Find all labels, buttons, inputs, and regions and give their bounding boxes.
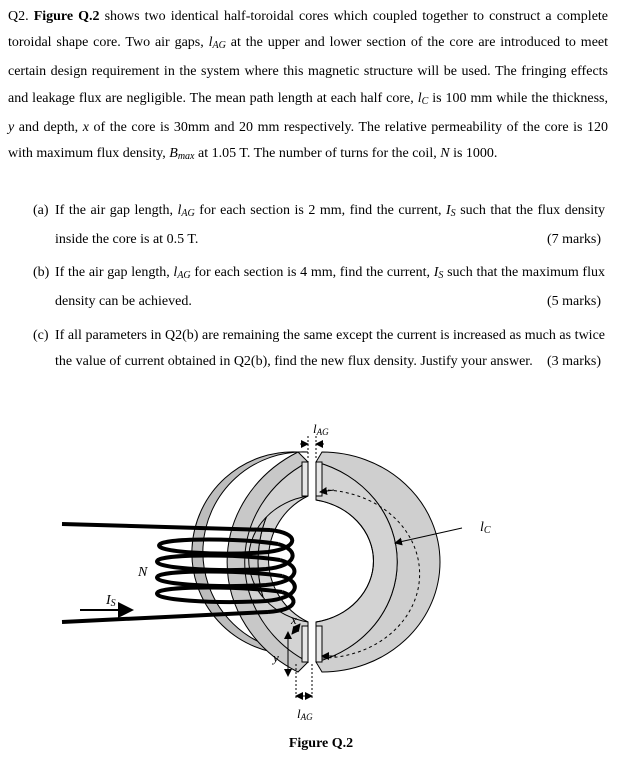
upper-gap-right-face [316, 462, 322, 496]
symbol-bmax: $B_{max}$ [169, 146, 195, 163]
upper-gap-left-face [302, 462, 308, 496]
part-c: (c) If all parameters in Q2(b) are remaining the same except the current is increased as much as twice the value of current obtained in Q2(b), find the new flux density. Justify your answer. (3 marks) [33, 323, 605, 375]
question-text: Q2. Figure Q.2 shows two identical half-toroidal cores which coupled together to construct a complete toroidal shape core. Two air gaps, $l_{AG}$ at the upper and lower section of the core are introduced to meet certain design requirement in the system where this magnetic structure will be used. The fringing effects and leakage flux are negligible. The mean path length at each half core, $l_C$ is 100 mm while the thickness, y and depth, x of the core is 30mm and 20 mm respectively. The relative permeability of the core is 120 with maximum flux density, $B_{max}$ at 1.05 T. The number of turns for the coil, N is 1000. [8, 9, 609, 163]
label-is: IS [106, 593, 116, 609]
lower-gap-left-face [302, 626, 308, 662]
label-lag-top: lAG [313, 421, 329, 437]
symbol-x: x [82, 119, 89, 135]
lower-gap-right-face [316, 626, 322, 662]
part-b-marks: (5 marks) [546, 294, 601, 310]
label-x: x [291, 612, 297, 627]
symbol-y: y [8, 119, 15, 135]
label-n: N [138, 565, 148, 580]
question-number: Q2. [8, 9, 29, 24]
part-c-marks: (3 marks) [546, 354, 601, 370]
coil-lead-bottom [62, 612, 268, 622]
label-y: y [273, 650, 279, 665]
label-lc: lC [480, 520, 491, 536]
part-a-marks: (7 marks) [546, 232, 601, 248]
label-lag-bottom: lAG [297, 706, 313, 722]
coil-windings [157, 530, 295, 612]
symbol-lag: $l_{AG}$ [208, 35, 226, 52]
symbol-lc: $l_C$ [417, 90, 429, 107]
part-b: (b) If the air gap length, $l_{AG}$ for each section is 4 mm, find the current, $I_S$ such that the maximum flux density can be achieved. (5 marks) [33, 260, 605, 315]
figure-caption: Figure Q.2 [288, 736, 354, 751]
part-a: (a) If the air gap length, $l_{AG}$ for each section is 2 mm, find the current, $I_S$ such that the flux density inside the core is at 0.5 T. (7 marks) [33, 198, 605, 253]
figure-reference: Figure Q.2 [33, 9, 100, 24]
symbol-n: N [440, 146, 450, 162]
